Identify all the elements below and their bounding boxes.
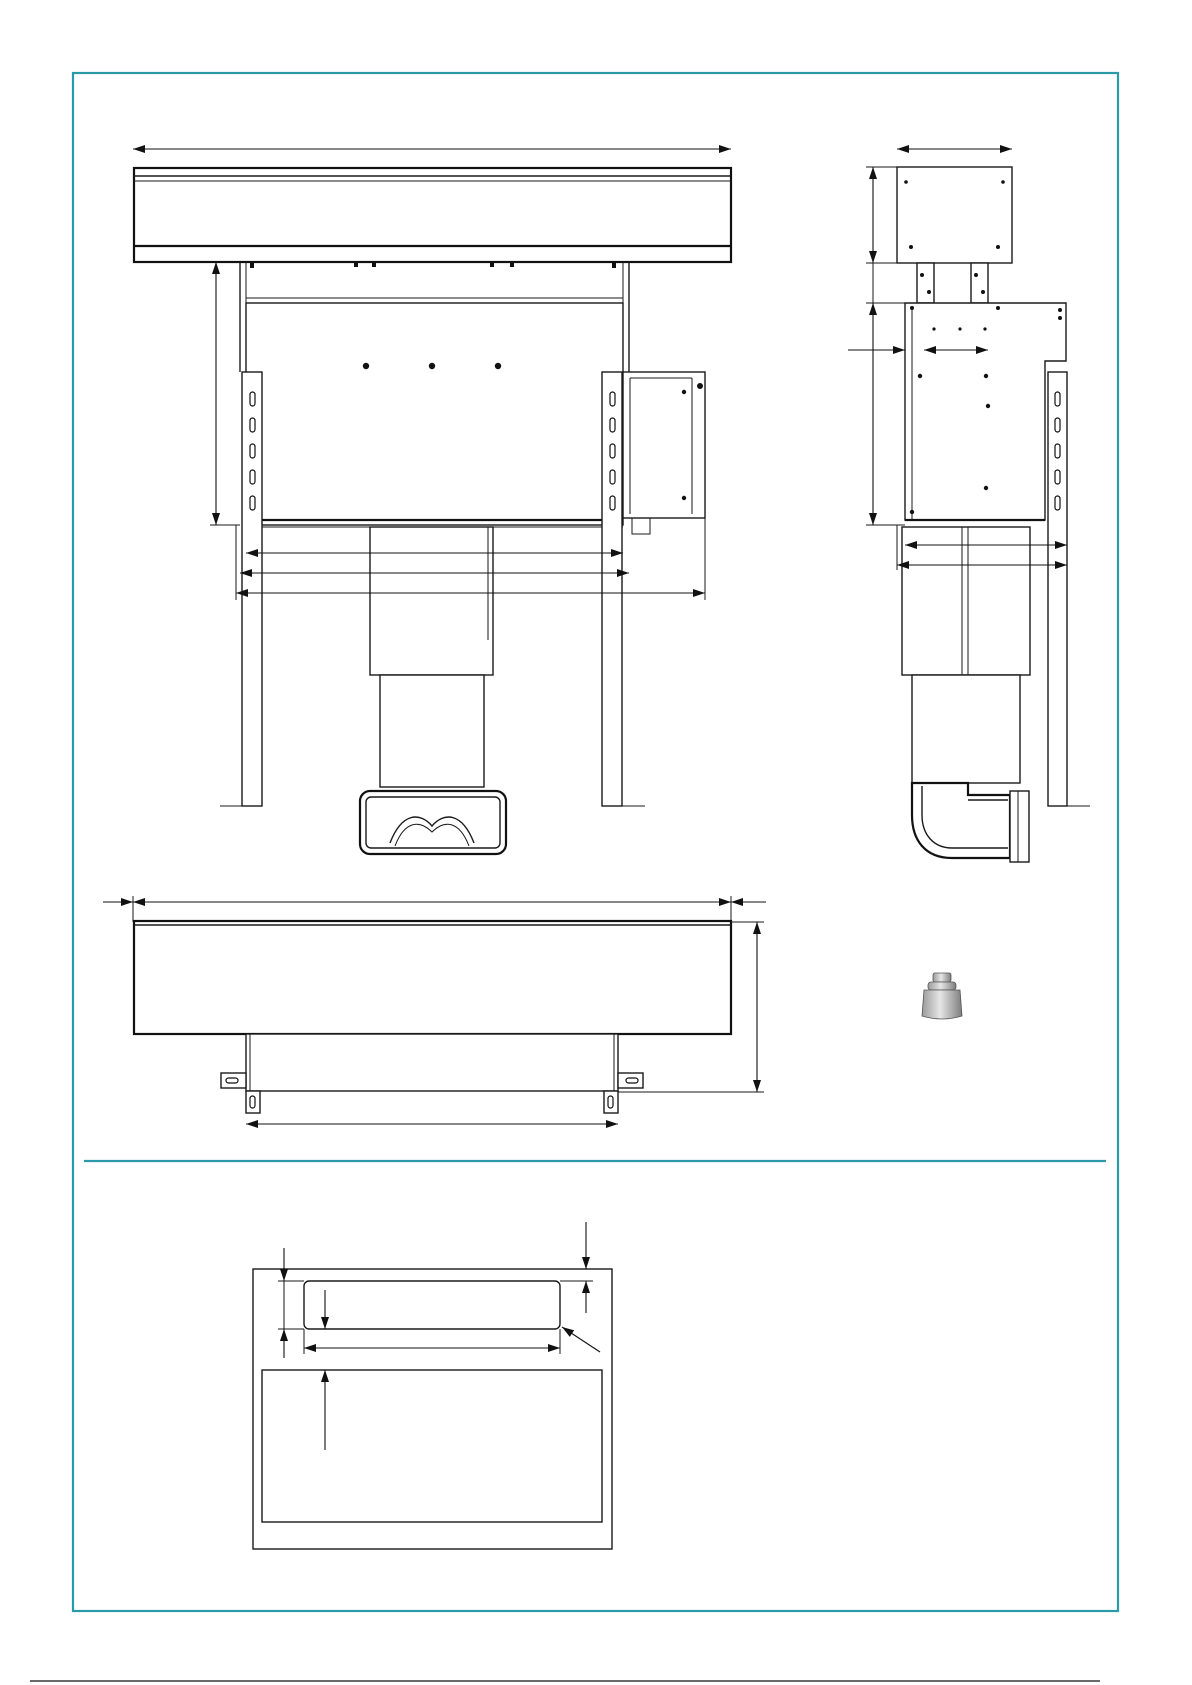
weight-icon — [922, 973, 962, 1019]
front-elevation — [133, 149, 731, 854]
cutout-plan — [253, 1222, 612, 1549]
side-elevation — [848, 149, 1090, 862]
top-plan — [103, 896, 766, 1124]
